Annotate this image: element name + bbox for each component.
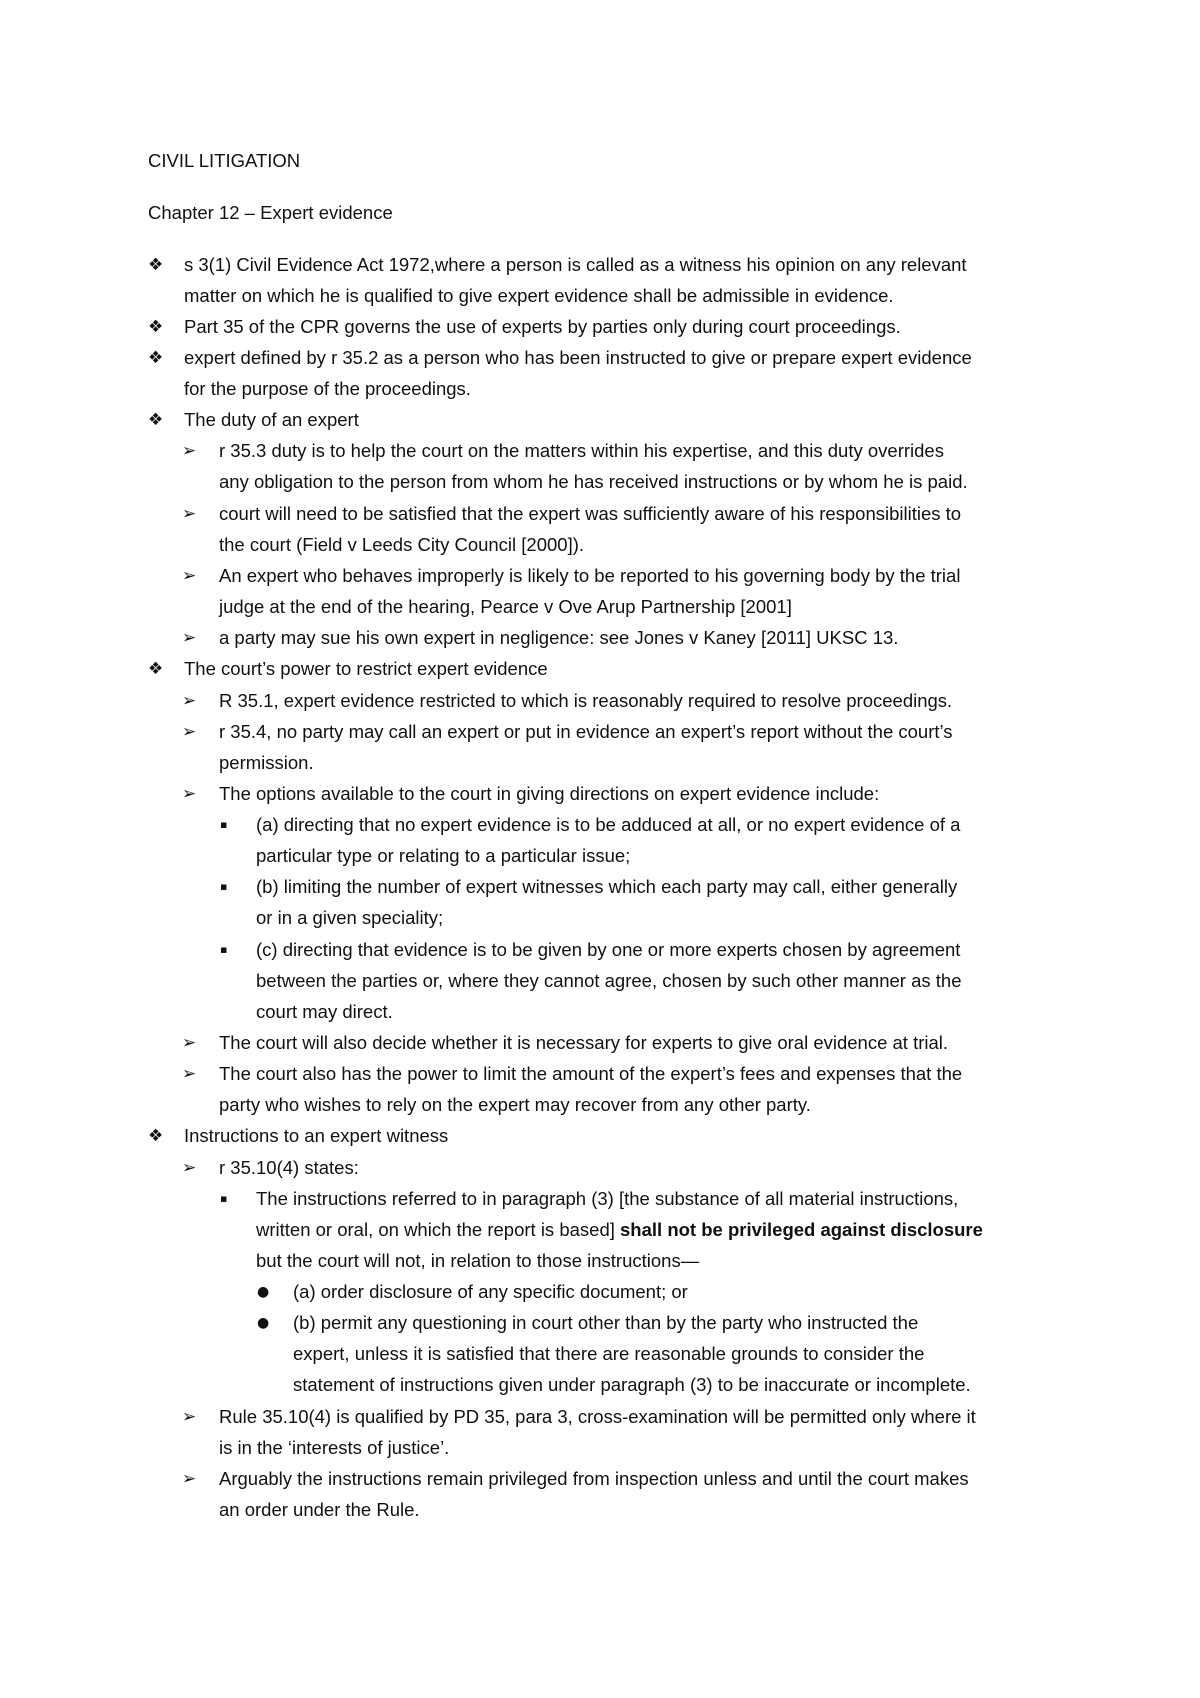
text-line: an order under the Rule. bbox=[219, 1499, 420, 1520]
dot-bullet-icon: ● bbox=[257, 1315, 270, 1331]
text-line bbox=[256, 1218, 983, 1242]
square-bullet-icon: ▪ bbox=[220, 943, 228, 956]
text-line: any obligation to the person from whom he has received instructions or by whom he is paid. bbox=[219, 471, 968, 492]
square-bullet-icon: ▪ bbox=[220, 818, 228, 831]
text-line: s 3(1) Civil Evidence Act 1972,where a person is called as a witness his opinion on any relevant bbox=[184, 254, 967, 275]
document-title: CIVIL LITIGATION bbox=[148, 150, 301, 171]
arrow-bullet-icon: ➢ bbox=[182, 691, 197, 711]
bold-text: shall not be privileged against disclosure bbox=[620, 1219, 983, 1240]
text-line: R 35.1, expert evidence restricted to which is reasonably required to resolve proceedings. bbox=[219, 690, 953, 711]
diamond-bullet-icon: ❖ bbox=[148, 410, 164, 430]
text-line: (b) limiting the number of expert witnesses which each party may call, either generally bbox=[256, 876, 958, 897]
section-heading: The court’s power to restrict expert evidence bbox=[184, 658, 548, 679]
diamond-bullet-icon: ❖ bbox=[148, 1126, 164, 1146]
arrow-bullet-icon: ➢ bbox=[182, 1064, 197, 1084]
text-line: (a) order disclosure of any specific document; or bbox=[293, 1281, 688, 1302]
text-line: Arguably the instructions remain privileged from inspection unless and until the court makes bbox=[219, 1468, 969, 1489]
text-line: matter on which he is qualified to give expert evidence shall be admissible in evidence. bbox=[184, 285, 894, 306]
dot-bullet-icon: ● bbox=[257, 1284, 270, 1300]
chapter-heading: Chapter 12 – Expert evidence bbox=[148, 202, 393, 223]
text-line: r 35.3 duty is to help the court on the matters within his expertise, and this duty overrides bbox=[219, 440, 944, 461]
text-line: between the parties or, where they cannot agree, chosen by such other manner as the bbox=[256, 970, 962, 991]
text-line: but the court will not, in relation to those instructions— bbox=[256, 1250, 700, 1271]
text-line: for the purpose of the proceedings. bbox=[184, 378, 471, 399]
arrow-bullet-icon: ➢ bbox=[182, 1158, 197, 1178]
text-line: (c) directing that evidence is to be given by one or more experts chosen by agreement bbox=[256, 939, 961, 960]
text-line: The court also has the power to limit the amount of the expert’s fees and expenses that the bbox=[219, 1063, 963, 1084]
diamond-bullet-icon: ❖ bbox=[148, 348, 164, 368]
diamond-bullet-icon: ❖ bbox=[148, 659, 164, 679]
text-line: r 35.10(4) states: bbox=[219, 1157, 359, 1178]
text-line: Rule 35.10(4) is qualified by PD 35, para 3, cross-examination will be permitted only where it bbox=[219, 1406, 976, 1427]
text-segment: written or oral, on which the report is based] bbox=[256, 1219, 615, 1240]
text-line: or in a given speciality; bbox=[256, 907, 444, 928]
arrow-bullet-icon: ➢ bbox=[182, 504, 197, 524]
text-line: The court will also decide whether it is necessary for experts to give oral evidence at trial. bbox=[219, 1032, 949, 1053]
text-line: statement of instructions given under paragraph (3) to be inaccurate or incomplete. bbox=[293, 1374, 971, 1395]
text-line: a party may sue his own expert in negligence: see Jones v Kaney [2011] UKSC 13. bbox=[219, 627, 899, 648]
arrow-bullet-icon: ➢ bbox=[182, 1469, 197, 1489]
square-bullet-icon: ▪ bbox=[220, 1192, 228, 1205]
arrow-bullet-icon: ➢ bbox=[182, 628, 197, 648]
text-line: court may direct. bbox=[256, 1001, 393, 1022]
text-line: expert, unless it is satisfied that there are reasonable grounds to consider the bbox=[293, 1343, 925, 1364]
text-line: Part 35 of the CPR governs the use of experts by parties only during court proceedings. bbox=[184, 316, 901, 337]
diamond-bullet-icon: ❖ bbox=[148, 317, 164, 337]
arrow-bullet-icon: ➢ bbox=[182, 1407, 197, 1427]
text-line: court will need to be satisfied that the expert was sufficiently aware of his responsibilities to bbox=[219, 503, 962, 524]
text-line: expert defined by r 35.2 as a person who has been instructed to give or prepare expert evidence bbox=[184, 347, 972, 368]
arrow-bullet-icon: ➢ bbox=[182, 784, 197, 804]
section-heading: The duty of an expert bbox=[184, 409, 359, 430]
text-line: the court (Field v Leeds City Council [2000]). bbox=[219, 534, 585, 555]
text-line: judge at the end of the hearing, Pearce v Ove Arup Partnership [2001] bbox=[219, 596, 792, 617]
arrow-bullet-icon: ➢ bbox=[182, 566, 197, 586]
square-bullet-icon: ▪ bbox=[220, 880, 228, 893]
text-line: (a) directing that no expert evidence is to be adduced at all, or no expert evidence of a bbox=[256, 814, 961, 835]
text-line: An expert who behaves improperly is likely to be reported to his governing body by the trial bbox=[219, 565, 961, 586]
arrow-bullet-icon: ➢ bbox=[182, 722, 197, 742]
text-line: The instructions referred to in paragraph (3) [the substance of all material instructions, bbox=[256, 1188, 959, 1209]
arrow-bullet-icon: ➢ bbox=[182, 441, 197, 461]
arrow-bullet-icon: ➢ bbox=[182, 1033, 197, 1053]
text-line: permission. bbox=[219, 752, 314, 773]
text-line: is in the ‘interests of justice’. bbox=[219, 1437, 450, 1458]
section-heading: Instructions to an expert witness bbox=[184, 1125, 449, 1146]
text-line: (b) permit any questioning in court other than by the party who instructed the bbox=[293, 1312, 919, 1333]
text-line: The options available to the court in giving directions on expert evidence include: bbox=[219, 783, 880, 804]
text-line: party who wishes to rely on the expert may recover from any other party. bbox=[219, 1094, 811, 1115]
text-line: particular type or relating to a particular issue; bbox=[256, 845, 631, 866]
diamond-bullet-icon: ❖ bbox=[148, 255, 164, 275]
text-line: r 35.4, no party may call an expert or put in evidence an expert’s report without the court’s bbox=[219, 721, 953, 742]
